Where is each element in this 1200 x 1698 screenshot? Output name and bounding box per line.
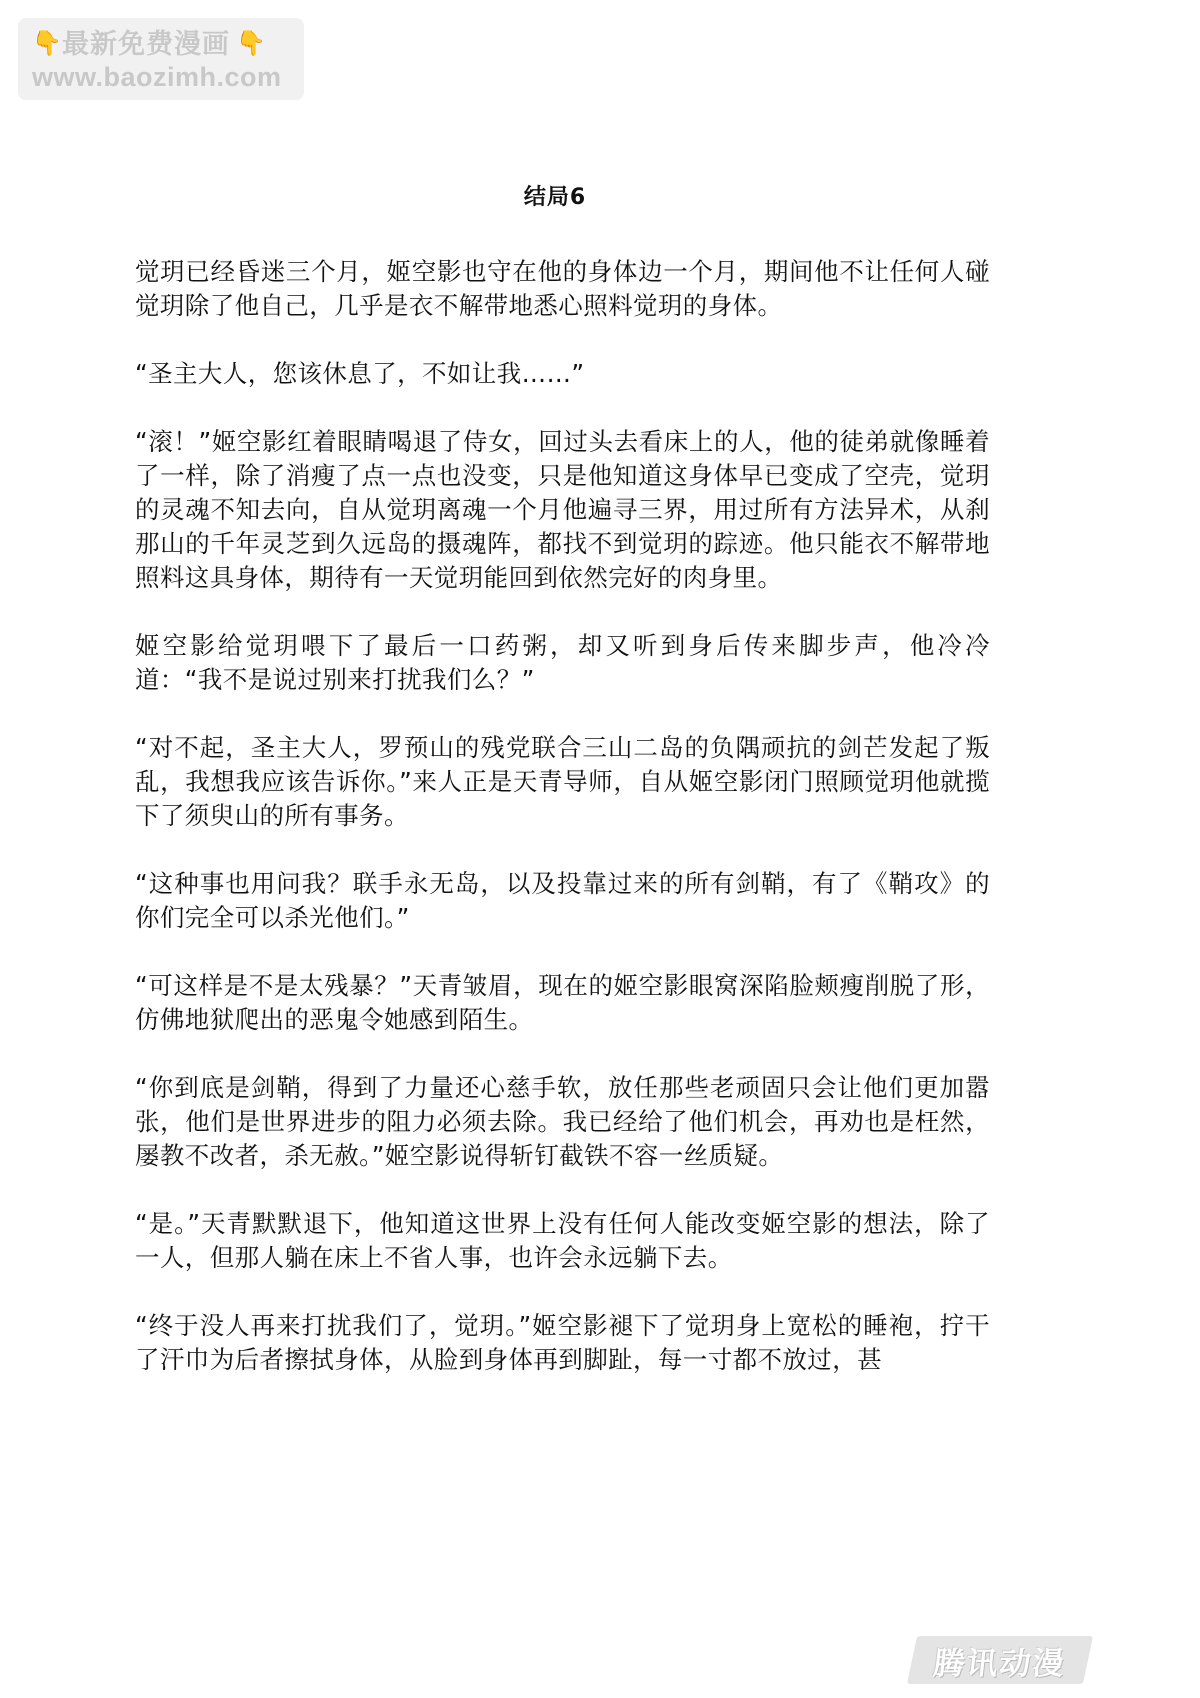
- watermark-top: [18, 18, 304, 100]
- chapter-title: 结局6: [523, 185, 587, 210]
- pointing-down-hand-icon: 👇: [236, 30, 267, 57]
- watermark-title: 最新免费漫画: [62, 29, 230, 59]
- story-text: [135, 255, 990, 1411]
- paragraph: “你到底是剑鞘，得到了力量还心慈手软，放任那些老顽固只会让他们更加嚣张，他们是世界进步的阻力必须去除。我已经给了他们机会，再劝也是枉然，屡教不改者，杀无赦。”姬空影说得斩钉截铁不容一丝质疑。: [135, 1073, 990, 1170]
- paragraph: 觉玥已经昏迷三个月，姬空影也守在他的身体边一个月，期间他不让任何人碰觉玥除了他自己，几乎是衣不解带地悉心照料觉玥的身体。: [135, 257, 990, 320]
- watermark-url: www.baozimh.com: [32, 62, 282, 92]
- publisher-watermark-logo: [907, 1636, 1093, 1684]
- publisher-watermark-text: 腾讯动漫: [931, 1645, 1068, 1682]
- paragraph: “这种事也用问我？联手永无岛，以及投靠过来的所有剑鞘，有了《鞘攻》的你们完全可以杀光他们。”: [135, 869, 990, 932]
- paragraph: “终于没人再来打扰我们了，觉玥。”姬空影褪下了觉玥身上宽松的睡袍，拧干了汗巾为后者擦拭身体，从脸到身体再到脚趾，每一寸都不放过，甚: [135, 1311, 990, 1374]
- watermark-title-row: [32, 28, 290, 60]
- paragraph: “可这样是不是太残暴？”天青皱眉，现在的姬空影眼窝深陷脸颊瘦削脱了形，仿佛地狱爬出的恶鬼令她感到陌生。: [135, 971, 990, 1034]
- paragraph: “是。”天青默默退下，他知道这世界上没有任何人能改变姬空影的想法，除了一人，但那人躺在床上不省人事，也许会永远躺下去。: [135, 1209, 990, 1272]
- paragraph: “对不起，圣主大人，罗预山的残党联合三山二岛的负隅顽抗的剑芒发起了叛乱，我想我应该告诉你。”来人正是天青导师，自从姬空影闭门照顾觉玥他就揽下了须臾山的所有事务。: [135, 733, 990, 830]
- pointing-down-hand-icon: 👇: [32, 30, 63, 57]
- paragraph: 姬空影给觉玥喂下了最后一口药粥，却又听到身后传来脚步声，他冷冷道：“我不是说过别来打扰我们么？”: [135, 631, 990, 694]
- paragraph: “圣主大人，您该休息了，不如让我……”: [135, 359, 585, 388]
- paragraph: “滚！”姬空影红着眼睛喝退了侍女，回过头去看床上的人，他的徒弟就像睡着了一样，除了消瘦了点一点也没变，只是他知道这身体早已变成了空壳，觉玥的灵魂不知去向，自从觉玥离魂一个月他遍寻三界，用过所有方法异术，从刹那山的千年灵芝到久远岛的摄魂阵，都找不到觉玥的踪迹。他只能衣不解带地照料这具身体，期待有一天觉玥能回到依然完好的肉身里。: [135, 427, 990, 592]
